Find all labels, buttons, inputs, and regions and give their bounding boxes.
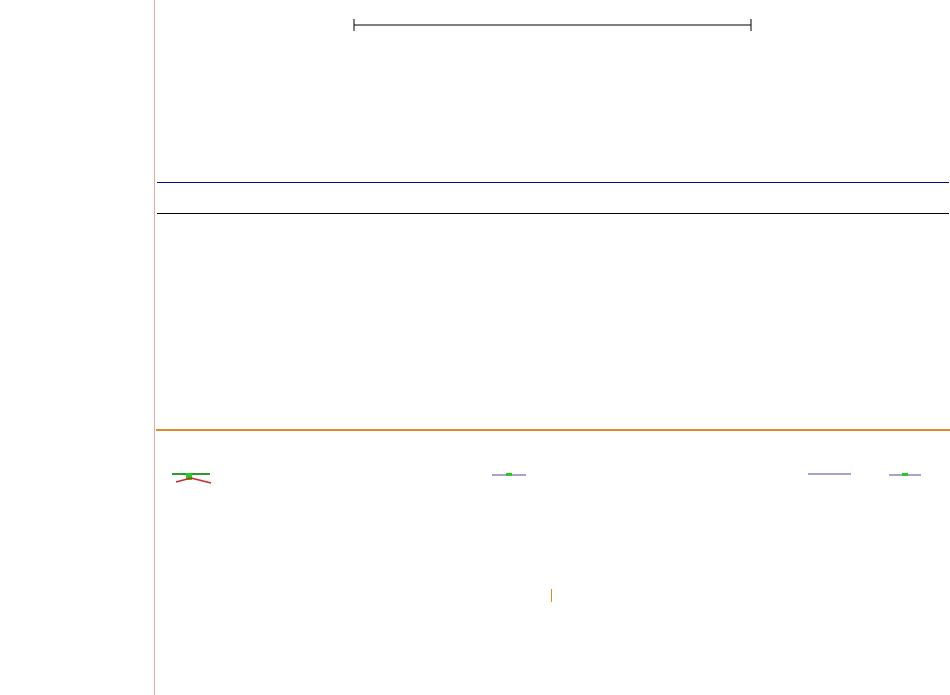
publications-line[interactable]: [157, 213, 949, 214]
gap-marker: [551, 589, 552, 602]
scale-bar: [354, 18, 754, 32]
h3k27ac-signal-line[interactable]: [156, 429, 950, 431]
phylop-signal[interactable]: [156, 465, 950, 489]
refseq-gene-line[interactable]: [157, 182, 949, 183]
gtex-bar-chart[interactable]: [156, 315, 950, 386]
label-divider: [154, 0, 155, 695]
